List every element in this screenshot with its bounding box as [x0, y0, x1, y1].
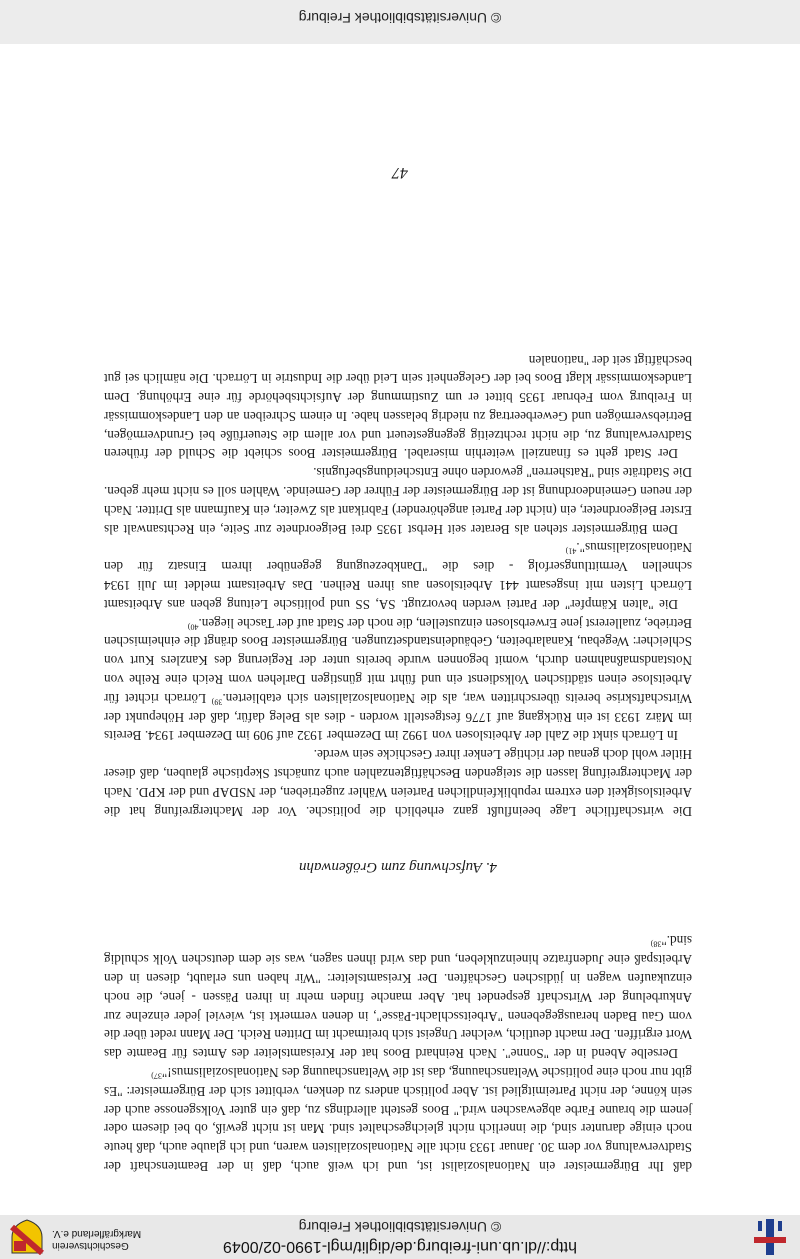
- paragraph: Derselbe Abend in der "Sonne". Nach Reinhard Boos hat der Kreisamtsleiter des Amtes für Beamte das Wort ergriffen. Der macht deutlich, welcher Ungeist sich breitmacht im Dritten Reich. Der Mann redet über die vom Gau Baden herausgegebenen "Arbeitsschlacht-Pässe", in denen vermerkt ist, wieviel jeder einzelne zur Ankurbelung der Wirtschaft gespendet hat. Aber manche finden mehr in ihren Pässen - jene, die noch einzukaufen wagen in jüdischen Geschäften. Der Kreisamtsleiter: "Wir haben uns erlaubt, diesen in den Arbeitspaß eine Judenfratze hineinzukleben, und das wird ihnen sagen, was sie dem deutschen Volk schuldig sind."$^{38)}$: [104, 933, 692, 1062]
- header-strip: [0, 1215, 800, 1259]
- footnote-ref: 38): [650, 939, 662, 949]
- paragraph: Der Stadt geht es finanziell weiterhin miserabel. Bürgermeister Boos schiebt die Schuld der früheren Stadtverwaltung zu, die nicht rechtzeitig gegengesteuert und vor allem die Steuerfüße bei Grundvermögen, Betriebsvermögen und Gewerbeertrag zu niedrig belassen habe. In einem Schreiben an den Landeskommissär in Freiburg vom Februar 1935 bittet er um Zustimmung der Aufsichtsbehörde für eine Erhöhung. Dem Landeskommissär klagt Boos bei der Gelegenheit sein Leid über die Industrie in Lörrach. Die nämlich sei gut beschäftigt seit der "nationalen: [104, 352, 692, 462]
- source-url[interactable]: http://dl.ub.uni-freiburg.de/diglit/mgl-1990-02/0049: [223, 1238, 577, 1255]
- association-crest-icon: [8, 1219, 46, 1255]
- paragraph: Dem Bürgermeister stehen als Berater seit Herbst 1935 drei Beigeordnete zur Seite, ein Rechtsanwalt als Erster Beigeordneter, ein (nicht der Partei angehörender) Fabrikant als Zweiter, ein Kaufmann als Dritter. Nach der neuen Gemeindeordnung ist der Bürgermeister der Führer der Gemeinde. Wahlen soll es nicht mehr geben. Die Stadträte sind "Ratsherren" geworden ohne Entscheidungsbefugnis.: [104, 465, 692, 537]
- footnote-ref: 41): [565, 546, 577, 556]
- footnote-ref: 37): [151, 1071, 162, 1081]
- footnote-ref: 39): [211, 697, 223, 707]
- association-name: Geschichtsverein Markgräflerland e.V.: [52, 1228, 142, 1251]
- page-number: 47: [392, 164, 408, 181]
- footer-strip: [0, 0, 800, 44]
- paragraph: daß Ihr Bürgermeister ein Nationalsozialist ist, und ich weiß auch, daß in der Beamtenschaft der Stadtverwaltung vor dem 30. Januar 1933 nicht alle Nationalsozialisten waren, und ich glaube auch, daß heute noch einige darunter sind, die innerlich nicht gleichgeschaltet sind. Man ist nicht gewiß, ob bei diesem oder jenem die braune Farbe abgewaschen wird." Boos gesteht allerdings zu, daß ein guter Volksgenosse auch der sein könne, der nicht Parteimitglied ist. Aber politisch anders zu denken, verbittet sich der Bürgermeister: "Es gibt nur noch eine politische Weltanschauung, das ist die Weltanschauung des Nationalsozialismus!"$^{37)}$: [104, 1065, 692, 1174]
- paragraph: Die "alten Kämpfer" der Partei werden bevorzugt. SA, SS und politische Leitung geben ans Arbeitsamt Lörrach Listen mit insgesamt 441 Arbeitslosen aus ihren Reihen. Das Arbeitsamt meldet im Juli 1934 schnellen Vermittlungserfolg - dies die "Dankbezeugung gegenüber ihrem Einsatz für den Nationalsozialismus".$^{41)}$: [104, 540, 692, 612]
- section-heading: 4. Aufschwung zum Größenwahn: [298, 858, 498, 875]
- footnote-ref: 40): [187, 622, 199, 632]
- paragraph: In Lörrach sinkt die Zahl der Arbeitslosen von 1992 im Dezember 1932 auf 909 im Dezember 1934. Bereits im März 1933 ist ein Rückgang auf 1776 festgestellt worden - dies als Beleg dafür, daß der Höhepunkt der Wirtschaftskrise bereits überschritten war, als die Nationalsozialisten sich etablierten.$^{39)}$ Lörrach richtet für Arbeitslose einen städtischen Volksdienst ein und führt mit günstigen Darlehen vom Reich eine Reihe von Notstandsmaßnahmen durch, womit begonnen wurde bereits unter der Regierung des Kanzlers Kurt von Schleicher: Wegebau, Kanalarbeiten, Gebäudeinstandsetzungen. Bürgermeister Boos drängt die einheimischen Betriebe, zuallererst jene Erwerbslosen einzustellen, die noch der Stadt auf der Tasche liegen.$^{40)}$: [104, 615, 692, 744]
- page-body: [104, 350, 692, 1175]
- library-credit: © Universitätsbibliothek Freiburg: [298, 1219, 502, 1235]
- library-credit: © Universitätsbibliothek Freiburg: [298, 10, 502, 26]
- paragraph: Die wirtschaftliche Lage beeinflußt ganz erheblich die politische. Vor der Machtergreifung hat die Arbeitslosigkeit den extrem republikfeindlichen Parteien Wähler zugetrieben, der NSDAP und der KPD. Nach der Machtergreifung lassen die steigenden Beschäftigtenzahlen auch zunächst Skeptische glauben, daß dieser Hitler wohl doch genau der richtige Lenker ihrer Geschicke sein werde.: [104, 747, 692, 819]
